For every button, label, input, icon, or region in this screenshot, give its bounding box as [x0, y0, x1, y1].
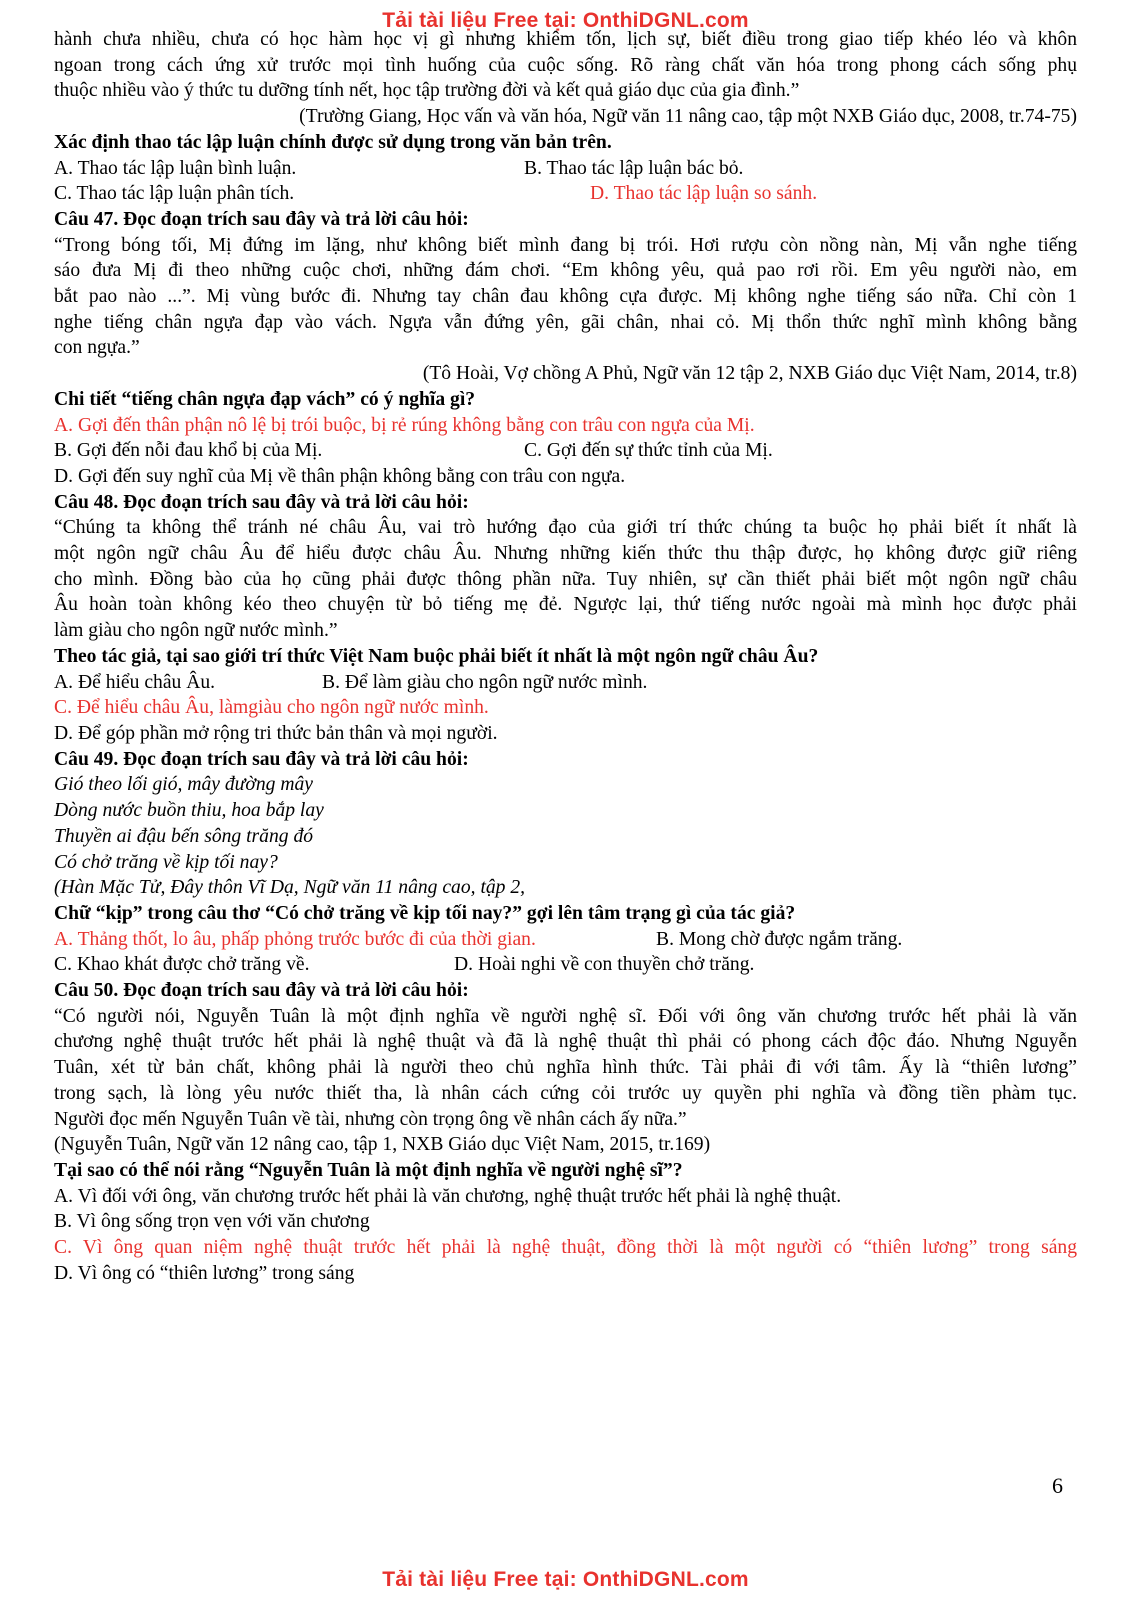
options-row — [54, 952, 1077, 978]
option-c-answer: C. Để hiểu châu Âu, làmgiàu cho ngôn ngữ nước mình. — [54, 697, 489, 719]
q48-block — [54, 490, 1077, 747]
option-d: D. Hoài nghi về con thuyền chở trăng. — [454, 954, 755, 976]
question-text: Tại sao có thể nói rằng “Nguyễn Tuân là một định nghĩa về người nghệ sĩ”? — [54, 1159, 683, 1181]
passage-line: Người đọc mến Nguyễn Tuân về tài, nhưng còn trọng ông về nhân cách ấy nữa.” — [54, 1108, 687, 1130]
option-b: B. Vì ông sống trọn vẹn với văn chương — [54, 1211, 370, 1233]
option-d: D. Để góp phần mở rộng tri thức bản thân và mọi người. — [54, 722, 498, 744]
passage-line: Âu hoàn toàn không kéo theo chuyện từ bỏ tiếng mẹ đẻ. Ngược lại, thứ tiếng nước ngoài mà mình học được phải — [54, 594, 1077, 616]
passage-line: cho mình. Đồng bào của họ cũng phải được thông phần nữa. Tuy nhiên, sự cần thiết phải biết một ngôn ngữ châu — [54, 568, 1077, 590]
option-c-answer: C. Vì ông quan niệm nghệ thuật trước hết phải là nghệ thuật, đồng thời là một người có “thiên lương” trong sáng — [54, 1237, 1077, 1259]
source-citation: (Trường Giang, Học vấn và văn hóa, Ngữ văn 11 nâng cao, tập một NXB Giáo dục, 2008, tr.74-75) — [299, 106, 1077, 128]
passage-line: bắt pao nào ...”. Mị vùng bước đi. Nhưng tay chân đau không cựa được. Mị không nghe tiếng sáo nữa. Chỉ còn 1 — [54, 286, 1077, 308]
option-a-answer: A. Gợi đến thân phận nô lệ bị trói buộc, bị rẻ rúng không bằng con trâu con ngựa của Mị. — [54, 414, 755, 436]
watermark-bottom: Tải tài liệu Free tại: OnthiDGNL.com — [382, 1568, 749, 1591]
passage-line: “Có người nói, Nguyễn Tuân là một định nghĩa về người nghệ sĩ. Đối với ông văn chương trước hết phải là văn — [54, 1005, 1077, 1027]
q49-block — [54, 747, 1077, 978]
question-heading: Câu 47. Đọc đoạn trích sau đây và trả lời câu hỏi: — [54, 208, 469, 230]
option-d: D. Vì ông có “thiên lương” trong sáng — [54, 1262, 355, 1284]
options-row — [54, 156, 1077, 182]
passage-line: một ngôn ngữ châu Âu để hiểu được châu Âu. Nhưng những kiến thức thu thập được, họ không được giữ riêng — [54, 543, 1077, 565]
option-a: A. Để hiểu châu Âu. — [54, 671, 216, 693]
options-row — [54, 670, 1077, 696]
passage-line: nghe tiếng chân ngựa đạp vào vách. Ngựa vẫn đứng yên, gãi chân, nhai cỏ. Mị thổn thức nghĩ mình không bằng — [54, 311, 1077, 333]
passage-line: ngoan trong cách ứng xử trước mọi tình huống của cuộc sống. Rõ ràng chất văn hóa trong phong cách sống phụ — [54, 54, 1077, 76]
passage-line: “Trong bóng tối, Mị đứng im lặng, như không biết mình đang bị trói. Hơi rượu còn nồng nàn, Mị vẫn nghe tiếng — [54, 234, 1077, 256]
option-c: C. Thao tác lập luận phân tích. — [54, 183, 295, 205]
option-b: B. Thao tác lập luận bác bỏ. — [524, 157, 744, 179]
option-b: B. Mong chờ được ngắm trăng. — [656, 928, 903, 950]
option-a: A. Thao tác lập luận bình luận. — [54, 157, 297, 179]
q46-block — [54, 27, 1077, 207]
question-text: Theo tác giả, tại sao giới trí thức Việt Nam buộc phải biết ít nhất là một ngôn ngữ châu Âu? — [54, 645, 819, 667]
question-text: Chi tiết “tiếng chân ngựa đạp vách” có ý nghĩa gì? — [54, 388, 476, 410]
option-b: B. Gợi đến nỗi đau khổ bị của Mị. — [54, 440, 323, 462]
source-citation: (Hàn Mặc Tử, Đây thôn Vĩ Dạ, Ngữ văn 11 nâng cao, tập 2, — [54, 877, 526, 899]
q50-block — [54, 978, 1077, 1286]
passage-line: hành chưa nhiều, chưa có học hàm học vị gì nhưng khiêm tốn, lịch sự, biết điều trong giao tiếp khéo léo và khôn — [54, 29, 1077, 50]
poem-line: Có chở trăng về kịp tối nay? — [54, 851, 278, 873]
question-heading: Câu 50. Đọc đoạn trích sau đây và trả lời câu hỏi: — [54, 980, 469, 1002]
passage-line: sáo đưa Mị đi theo những cuộc chơi, những đám chơi. “Em không yêu, quả pao rơi rồi. Em yêu người nào, em — [54, 260, 1077, 282]
option-a-answer: A. Thảng thốt, lo âu, phấp phỏng trước bước đi của thời gian. — [54, 928, 536, 950]
passage-line: thuộc nhiều vào ý thức tu dưỡng tính nết, học tập trường đời và kết quả giáo dục của gia đình.” — [54, 80, 800, 102]
question-text: Xác định thao tác lập luận chính được sử dụng trong văn bản trên. — [54, 131, 612, 153]
options-row — [54, 438, 1077, 464]
option-b: B. Để làm giàu cho ngôn ngữ nước mình. — [322, 671, 648, 693]
options-row — [54, 181, 1077, 207]
q47-block — [54, 207, 1077, 490]
question-heading: Câu 49. Đọc đoạn trích sau đây và trả lời câu hỏi: — [54, 748, 469, 770]
source-citation: (Tô Hoài, Vợ chồng A Phủ, Ngữ văn 12 tập 2, NXB Giáo dục Việt Nam, 2014, tr.8) — [422, 363, 1077, 385]
passage-line: chương nghệ thuật trước hết phải là nghệ thuật và đã là nghệ thuật thì phải có phong cách độc đáo. Nhưng Nguyễn — [54, 1031, 1077, 1053]
watermark-top: Tải tài liệu Free tại: OnthiDGNL.com — [382, 9, 749, 32]
option-c: C. Khao khát được chở trăng về. — [54, 954, 310, 976]
passage-line: con ngựa.” — [54, 337, 140, 359]
option-d: D. Gợi đến suy nghĩ của Mị về thân phận không bằng con trâu con ngựa. — [54, 465, 626, 487]
options-row — [54, 927, 1077, 953]
page-number: 6 — [1052, 1473, 1063, 1498]
passage-line: “Chúng ta không thể tránh né châu Âu, vai trò hướng đạo của giới trí thức chúng ta buộc họ phải biết ít nhất là — [54, 517, 1077, 539]
poem-line: Gió theo lối gió, mây đường mây — [54, 774, 313, 796]
poem-line: Dòng nước buồn thiu, hoa bắp lay — [54, 800, 324, 822]
question-heading: Câu 48. Đọc đoạn trích sau đây và trả lời câu hỏi: — [54, 491, 469, 513]
option-a: A. Vì đối với ông, văn chương trước hết phải là văn chương, nghệ thuật trước hết phải là nghệ thuật. — [54, 1185, 842, 1207]
question-text: Chữ “kịp” trong câu thơ “Có chở trăng về kịp tối nay?” gợi lên tâm trạng gì của tác giả? — [54, 902, 796, 924]
poem-line: Thuyền ai đậu bến sông trăng đó — [54, 825, 314, 847]
page-content — [54, 27, 1077, 1286]
passage-line: trong sạch, là lòng yêu nước thiết tha, là nhân cách cứng cỏi trước uy quyền phi nghĩa và đồng tiền phàm tục. — [54, 1082, 1077, 1104]
passage-line: làm giàu cho ngôn ngữ nước mình.” — [54, 620, 338, 642]
passage-line: Tuân, xét từ bản chất, không phải là người theo chủ nghĩa hình thức. Tài phải đi với tâm. Ấy là “thiên lương” — [54, 1057, 1077, 1079]
source-citation: (Nguyễn Tuân, Ngữ văn 12 nâng cao, tập 1, NXB Giáo dục Việt Nam, 2015, tr.169) — [54, 1134, 711, 1156]
option-c: C. Gợi đến sự thức tỉnh của Mị. — [524, 440, 773, 462]
option-d-answer: D. Thao tác lập luận so sánh. — [590, 183, 818, 205]
